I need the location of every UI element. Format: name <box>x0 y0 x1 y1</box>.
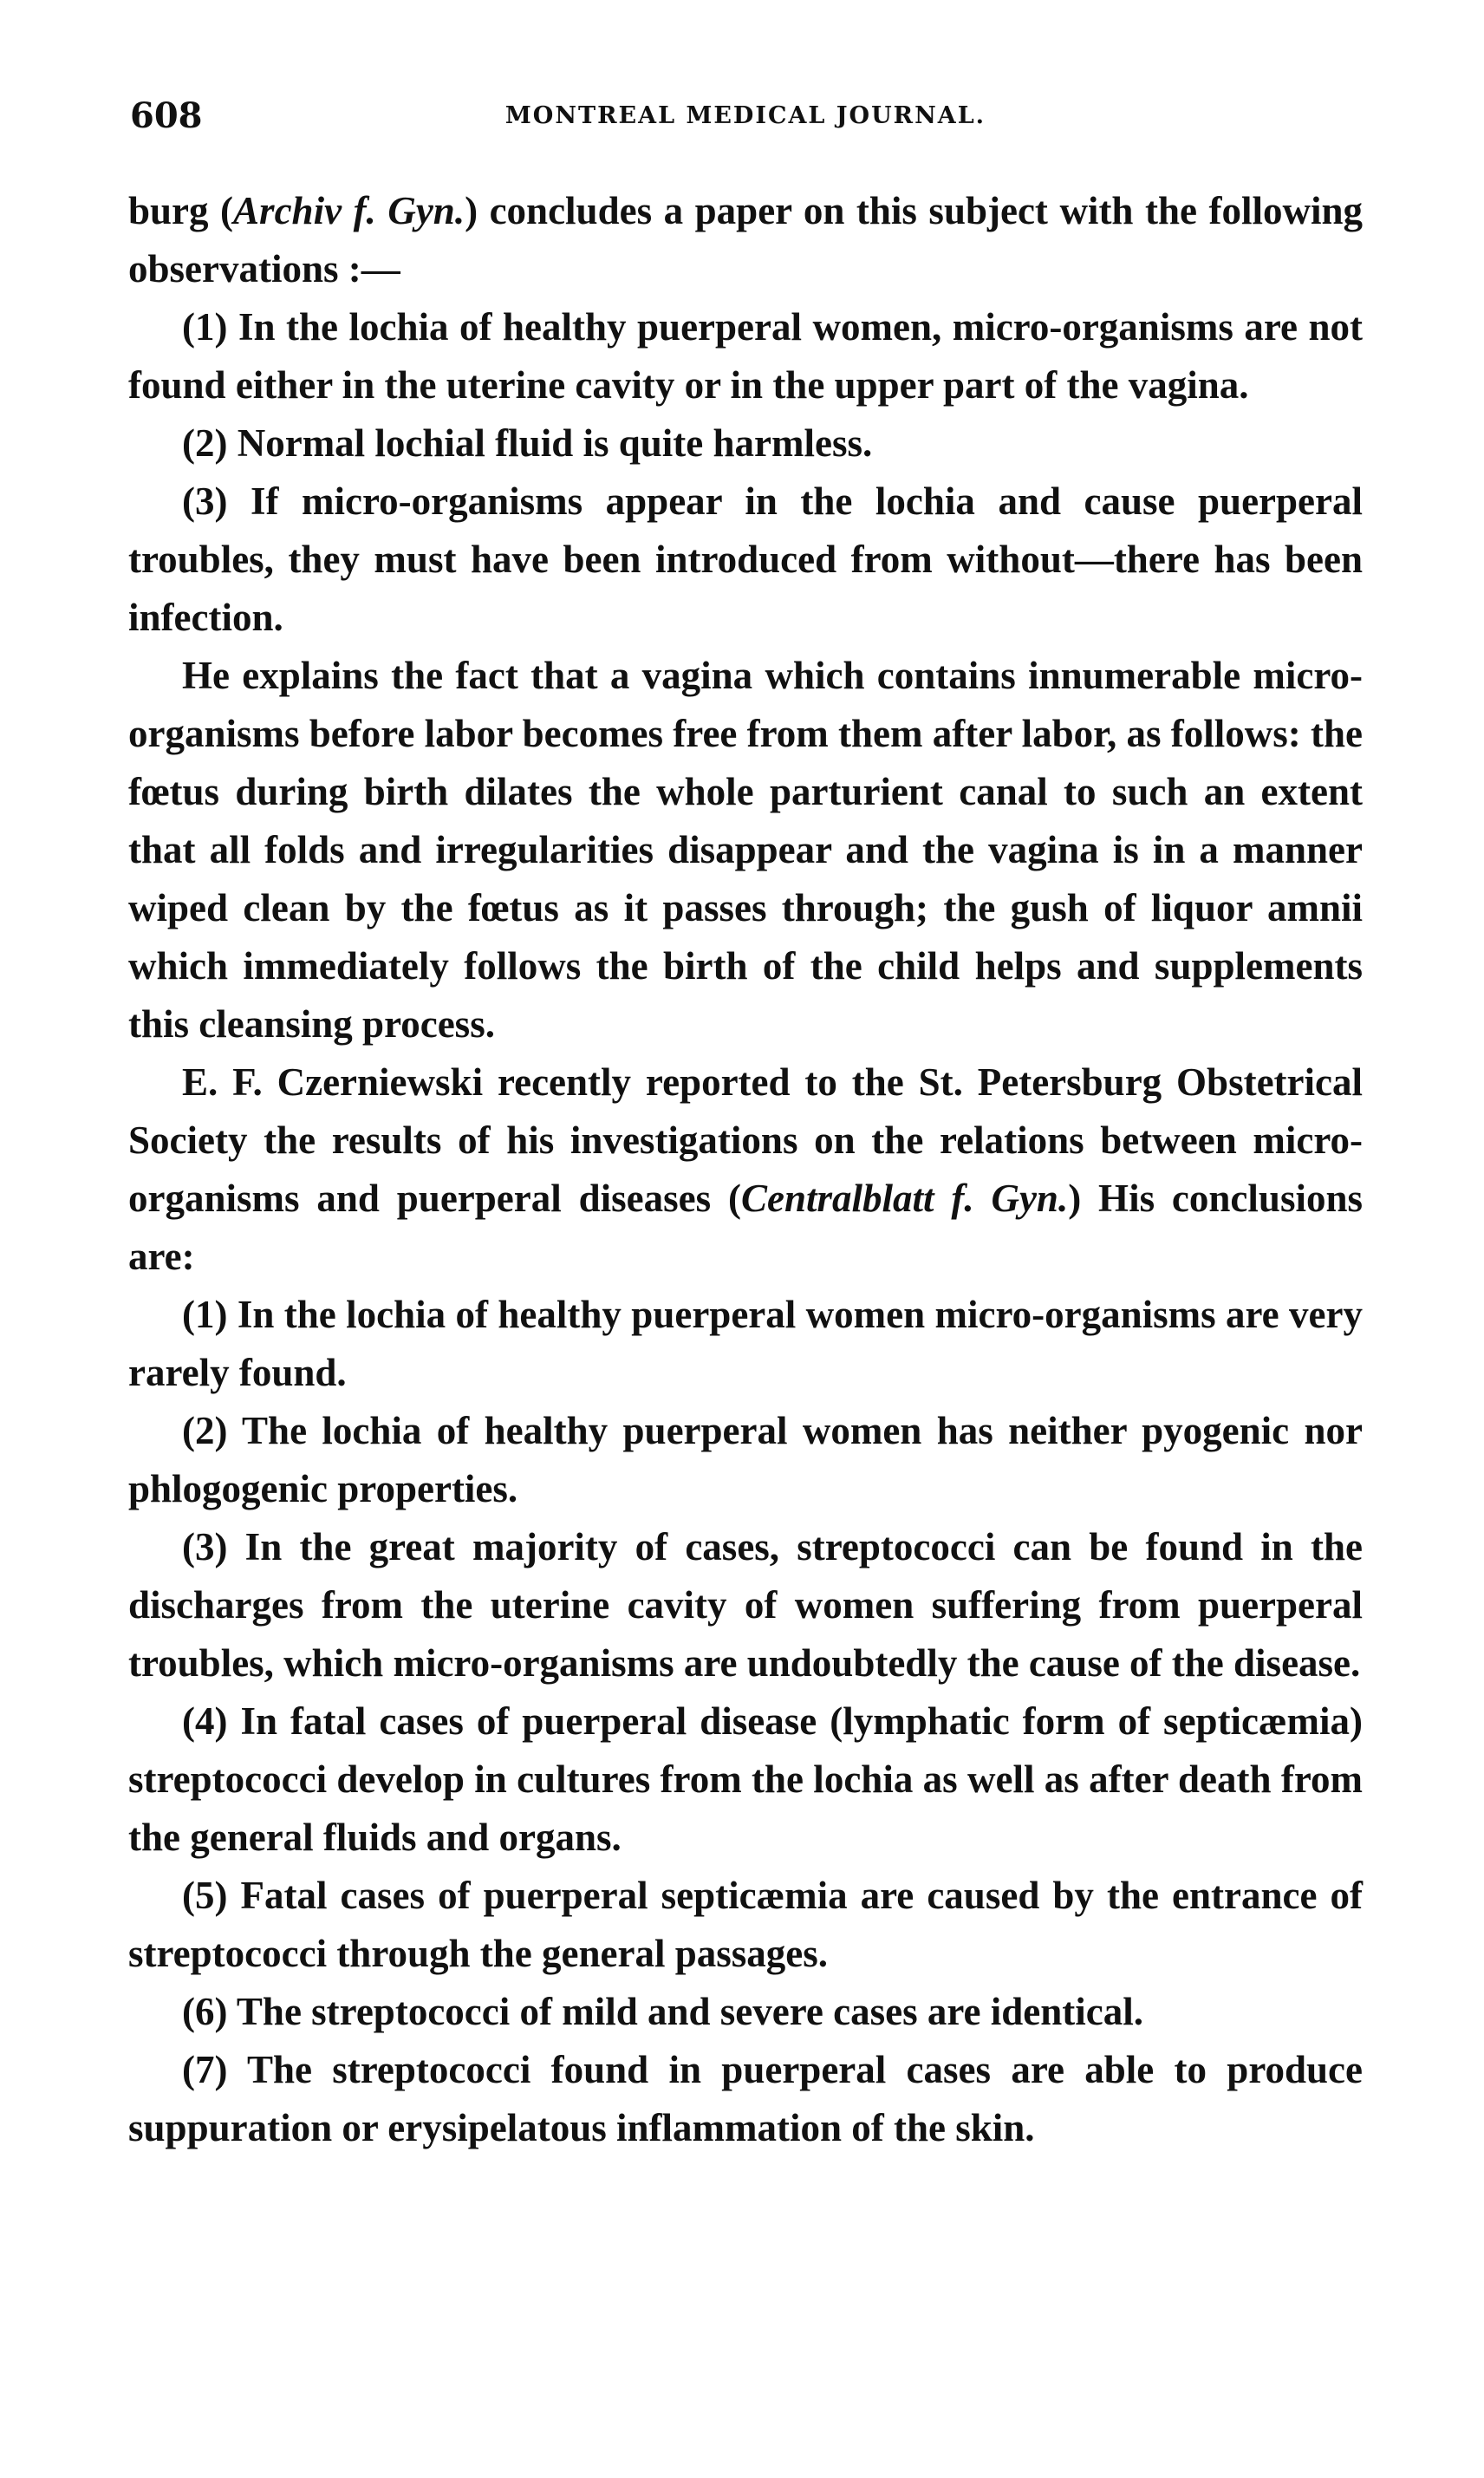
conclusion-5: (5) Fatal cases of puerperal septicæmia are caused by the entrance of streptococci through the general passages. <box>128 1874 1363 1975</box>
journal-title: MONTREAL MEDICAL JOURNAL. <box>504 102 986 129</box>
czerniewski-paragraph <box>128 1053 1363 1286</box>
article-body <box>128 182 1363 2157</box>
explanation-paragraph: He explains the fact that a vagina which contains innumerable micro-organisms before labor becomes free from them after labor, as follows: the fœtus during birth dilates the whole parturient canal to such an extent that all folds and irregularities disappear and the vagina is in a manner wiped clean by the fœtus as it passes through; the gush of liquor amnii which immediately follows the birth of the child helps and supplements this cleansing process. <box>128 654 1363 1046</box>
intro-paragraph <box>128 182 1363 298</box>
conclusion-7: (7) The streptococci found in puerperal cases are able to produce suppuration or erysipelatous inflammation of the skin. <box>128 2048 1363 2149</box>
conclusion-1: (1) In the lochia of healthy puerperal women micro-organisms are very rarely found. <box>128 1293 1363 1394</box>
page-number: 608 <box>130 95 203 136</box>
conclusion-3: (3) In the great majority of cases, streptococci can be found in the discharges from the uterine cavity of women suffering from puerperal troubles, which micro-organisms are undoubtedly the cause of the disease. <box>128 1525 1363 1685</box>
observation-1: (1) In the lochia of healthy puerperal women, micro-organisms are not found either in the uterine cavity or in the upper part of the vagina. <box>128 305 1363 407</box>
conclusion-6: (6) The streptococci of mild and severe cases are identical. <box>182 1990 1143 2033</box>
observation-3: (3) If micro-organisms appear in the lochia and cause puerperal troubles, they must have been introduced from without—there has been infection. <box>128 479 1363 639</box>
intro-text-after: ) concludes a paper on this subject with the following observations :— <box>128 189 1363 290</box>
running-head <box>128 87 1363 156</box>
conclusion-4: (4) In fatal cases of puerperal disease (lymphatic form of septicæmia) streptococci develop in cultures from the lochia as well as after death from the general fluids and organs. <box>128 1699 1363 1859</box>
intro-citation: Archiv f. Gyn. <box>233 189 465 232</box>
czerniewski-text-after: ) His conclusions are: <box>128 1177 1363 1278</box>
intro-text-before: burg ( <box>128 189 234 232</box>
journal-page <box>128 87 1363 2157</box>
conclusion-2: (2) The lochia of healthy puerperal women has neither pyogenic nor phlogogenic properties. <box>128 1409 1363 1510</box>
observation-2: (2) Normal lochial fluid is quite harmless. <box>182 421 873 465</box>
czerniewski-text-before: E. F. Czerniewski recently reported to the St. Petersburg Obstetrical Society the results of his investigations on the relations between micro-organisms and puerperal diseases ( <box>128 1060 1363 1220</box>
czerniewski-citation: Centralblatt f. Gyn. <box>740 1177 1069 1220</box>
